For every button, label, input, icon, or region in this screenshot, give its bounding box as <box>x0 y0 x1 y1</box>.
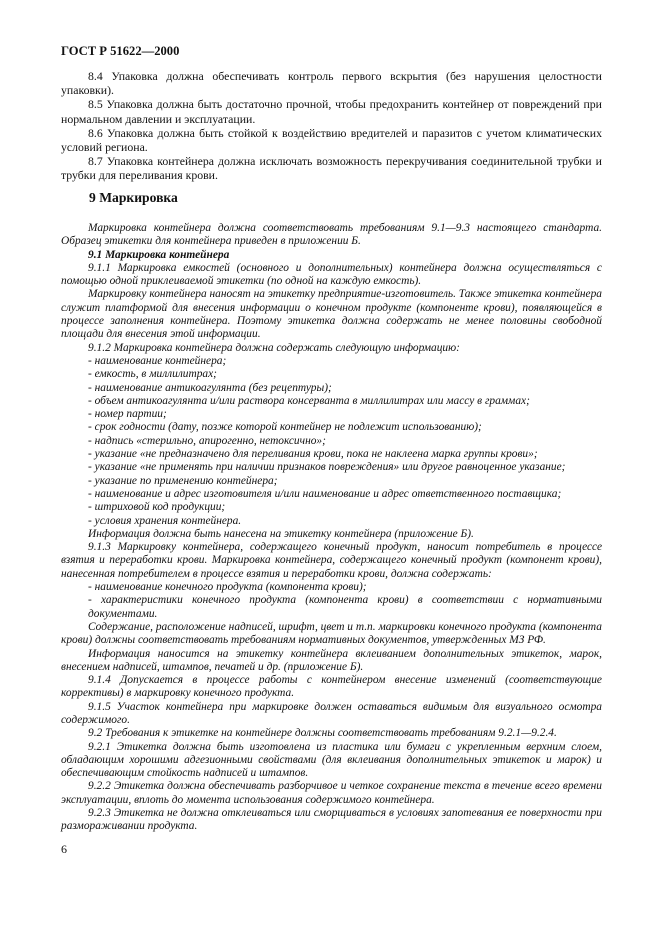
list-item: - объем антикоагулянта и/или раствора консерванта в миллилитрах или массу в граммах; <box>88 394 530 407</box>
subsection-9-1-heading: 9.1 Маркировка контейнера <box>88 248 230 261</box>
paragraph-8-4: 8.4 Упаковка должна обеспечивать контроль первого вскрытия (без нарушения целостности упаковки). <box>61 69 602 98</box>
list-item: - надпись «стерильно, апирогенно, нетоксично»; <box>88 434 326 447</box>
paragraph-9-2-1: 9.2.1 Этикетка должна быть изготовлена из пластика или бумаги с укрепленным верхним слоем, обладающим хорошими адгезионными свойствами (для вклеивания дополнительных этикеток и марок) и обеспечивающим стойкость надписей и штампов. <box>61 740 602 780</box>
list-item: - наименование и адрес изготовителя и/или наименование и адрес ответственного поставщика; <box>88 487 562 500</box>
paragraph-info-application: Информация наносится на этикетку контейнера вклеиванием дополнительных этикеток, марок, внесением надписей, штампов, печатей и др. (приложение Б). <box>61 647 602 673</box>
paragraph-9-1-5: 9.1.5 Участок контейнера при маркировке должен оставаться видимым для визуального осмотра содержимого. <box>61 700 602 726</box>
list-item: - срок годности (дату, позже которой контейнер не подлежит использованию); <box>88 421 482 434</box>
paragraph-8-6: 8.6 Упаковка должна быть стойкой к воздействию вредителей и паразитов с учетом климатических условий региона. <box>61 125 602 155</box>
list-item: - условия хранения контейнера. <box>88 514 242 527</box>
paragraph-9-2-3: 9.2.3 Этикетка не должна отклеиваться или сморщиваться в условиях запотевания ее поверхности при размораживании продукта. <box>61 807 602 833</box>
list-item: - номер партии; <box>88 408 167 421</box>
paragraph-content-requirements: Содержание, расположение надписей, шрифт, цвет и т.п. маркировки конечного продукта (компонента крови) должны соответствовать требованиям нормативных документов, утвержденных МЗ РФ. <box>61 620 602 647</box>
paragraph-9-1-3: 9.1.3 Маркировку контейнера, содержащего конечный продукт, наносит потребитель в процессе взятия и переработки крови. Маркировка контейнера, содержащего конечный продукт (компонент крови), нанесенная потребителем в процессе взятия и переработки крови, должна содержать: <box>61 541 602 580</box>
paragraph-9-1-1-label-info: Маркировку контейнера наносят на этикетку предприятие-изготовитель. Также этикетка контейнера служит платформой для внесения информации о конечном продукте (компоненте крови), появляющейся в процессе заполнения контейнера. Поэтому этикетка должна содержать не менее половины свободной площади для внесения этой информации. <box>61 288 602 341</box>
section-9-heading: 9 Маркировка <box>89 190 178 205</box>
list-item: - наименование конечного продукта (компонента крови); <box>88 581 367 594</box>
paragraph-8-5: 8.5 Упаковка должна быть достаточно прочной, чтобы предохранить контейнер от повреждений при нормальном давлении и эксплуатации. <box>61 97 602 126</box>
paragraph-9-1-1: 9.1.1 Маркировка емкостей (основного и дополнительных) контейнера должна осуществляться с помощью одной приклеиваемой этикетки (по одной на каждую емкость). <box>61 261 602 288</box>
list-item: - штриховой код продукции; <box>88 501 226 514</box>
paragraph-9-2-2: 9.2.2 Этикетка должна обеспечивать разборчивое и четкое сохранение текста в течение всего времени эксплуатации, вплоть до момента использования содержимого контейнера. <box>61 780 602 806</box>
paragraph-9-2: 9.2 Требования к этикетке на контейнере должны соответствовать требованиям 9.2.1—9.2.4. <box>88 727 557 740</box>
section-9-intro: Маркировка контейнера должна соответствовать требованиям 9.1—9.3 настоящего стандарта. Образец этикетки для контейнера приведен в приложении Б. <box>61 222 602 248</box>
list-item: - наименование контейнера; <box>88 354 227 367</box>
document-header: ГОСТ Р 51622—2000 <box>61 44 180 58</box>
list-item: - характеристики конечного продукта (компонента крови) в соответствии с нормативными документами. <box>88 594 602 620</box>
paragraph-8-7: 8.7 Упаковка контейнера должна исключать возможность перекручивания соединительной трубки и трубки для переливания крови. <box>61 154 602 183</box>
paragraph-label-info: Информация должна быть нанесена на этикетку контейнера (приложение Б). <box>88 527 474 540</box>
list-item: - указание «не применять при наличии признаков повреждения» или другое равноценное указание; <box>88 461 566 474</box>
paragraph-9-1-2: 9.1.2 Маркировка контейнера должна содержать следующую информацию: <box>88 341 460 354</box>
section-9-body <box>61 222 602 834</box>
paragraph-9-1-4: 9.1.4 Допускается в процессе работы с контейнером внесение изменений (соответствующие коррективы) в маркировку конечного продукта. <box>61 674 602 700</box>
list-item: - емкость, в миллилитрах; <box>88 368 217 381</box>
section-8-continuation <box>61 69 602 183</box>
list-item: - указание по применению контейнера; <box>88 474 278 487</box>
list-item: - наименование антикоагулянта (без рецептуры); <box>88 381 332 394</box>
list-item: - указание «не предназначено для переливания крови, пока не наклеена марка группы крови»; <box>88 448 538 461</box>
page-number: 6 <box>61 842 67 856</box>
